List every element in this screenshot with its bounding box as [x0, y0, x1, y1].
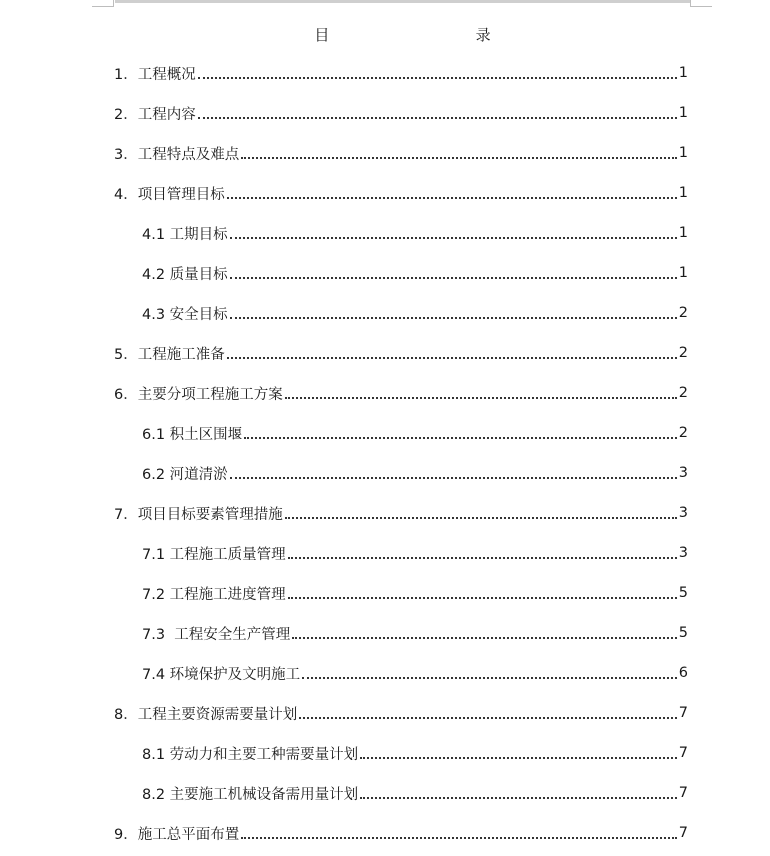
toc-entry-line[interactable] — [114, 380, 688, 406]
toc-dot-leader — [299, 716, 677, 719]
toc-entry-line[interactable] — [114, 700, 688, 726]
toc-entry-line[interactable] — [142, 300, 688, 326]
toc-entry-label[interactable]: 7.3 工程安全生产管理 — [142, 626, 291, 643]
toc-entry-line[interactable] — [114, 100, 688, 126]
toc-entry[interactable] — [0, 500, 770, 526]
toc-dot-leader — [198, 76, 677, 79]
toc-entry-label[interactable]: 4.2 质量目标 — [142, 266, 228, 283]
toc-entry-label[interactable]: 7.4 环境保护及文明施工 — [142, 666, 301, 683]
toc-dot-leader — [230, 476, 677, 479]
toc-entry-line[interactable] — [142, 580, 688, 606]
toc-entry[interactable] — [0, 580, 770, 606]
toc-entry[interactable] — [0, 340, 770, 366]
toc-entry-line[interactable] — [142, 260, 688, 286]
toc-entry-label[interactable]: 9．施工总平面布置 — [114, 826, 240, 843]
toc-entry-line[interactable] — [142, 620, 688, 646]
toc-entry-line[interactable] — [114, 180, 688, 206]
toc-entry[interactable] — [0, 180, 770, 206]
toc-entry-line[interactable] — [142, 460, 688, 486]
toc-entry[interactable] — [0, 540, 770, 566]
toc-dot-leader — [360, 796, 677, 799]
toc-page-number[interactable]: 1 — [678, 105, 688, 121]
toc-entry-line[interactable] — [142, 660, 688, 686]
toc-dot-leader — [244, 436, 677, 439]
toc-page-number[interactable]: 1 — [678, 65, 688, 81]
page-top-edge — [115, 0, 690, 3]
toc-dot-leader — [241, 836, 677, 839]
toc-dot-leader — [292, 636, 676, 639]
toc-entry-line[interactable] — [142, 220, 688, 246]
toc-page-number[interactable]: 7 — [678, 705, 688, 721]
toc-entry-label[interactable]: 4.3 安全目标 — [142, 306, 228, 323]
toc-entry-line[interactable] — [142, 740, 688, 766]
toc-entry-line[interactable] — [114, 340, 688, 366]
toc-dot-leader — [285, 516, 677, 519]
toc-page-number[interactable]: 2 — [678, 385, 688, 401]
toc-entry[interactable] — [0, 60, 770, 86]
toc-dot-leader — [360, 756, 677, 759]
toc-entry[interactable] — [0, 740, 770, 766]
toc-entry-label[interactable]: 8.1 劳动力和主要工种需要量计划 — [142, 746, 359, 763]
toc-entry[interactable] — [0, 220, 770, 246]
toc-entry-label[interactable]: 6.1 积土区围堰 — [142, 426, 243, 443]
toc-dot-leader — [198, 116, 677, 119]
toc-page-number[interactable]: 7 — [678, 785, 688, 801]
toc-dot-leader — [230, 236, 677, 239]
toc-entry-label[interactable]: 4.1 工期目标 — [142, 226, 228, 243]
toc-entry-line[interactable] — [114, 60, 688, 86]
toc-page-number[interactable]: 2 — [678, 425, 688, 441]
toc-dot-leader — [230, 276, 677, 279]
toc-entry[interactable] — [0, 700, 770, 726]
toc-page-number[interactable]: 3 — [678, 545, 688, 561]
toc-entry[interactable] — [0, 660, 770, 686]
toc-page-number[interactable]: 3 — [678, 465, 688, 481]
toc-entry-line[interactable] — [142, 780, 688, 806]
toc-page-number[interactable]: 3 — [678, 505, 688, 521]
toc-entry-label[interactable]: 1．工程概况 — [114, 66, 196, 83]
toc-entry[interactable] — [0, 420, 770, 446]
toc-page-number[interactable]: 7 — [678, 745, 688, 761]
toc-dot-leader — [241, 156, 677, 159]
toc-entry[interactable] — [0, 380, 770, 406]
toc-entry[interactable] — [0, 300, 770, 326]
toc-dot-leader — [227, 196, 677, 199]
toc-entry-label[interactable]: 8.2 主要施工机械设备需用量计划 — [142, 786, 359, 803]
toc-entry-line[interactable] — [142, 420, 688, 446]
toc-page-number[interactable]: 5 — [678, 625, 688, 641]
toc-page-number[interactable]: 1 — [678, 145, 688, 161]
page-corner-mark-left — [92, 0, 114, 7]
toc-entry[interactable] — [0, 260, 770, 286]
toc-page-number[interactable]: 2 — [678, 345, 688, 361]
toc-entry-label[interactable]: 8．工程主要资源需要量计划 — [114, 706, 298, 723]
page-corner-mark-right — [690, 0, 712, 7]
toc-entry-line[interactable] — [114, 140, 688, 166]
toc-entry-label[interactable]: 7.2 工程施工进度管理 — [142, 586, 286, 603]
toc-page-number[interactable]: 6 — [678, 665, 688, 681]
toc-dot-leader — [227, 356, 677, 359]
toc-entry-label[interactable]: 5．工程施工准备 — [114, 346, 225, 363]
toc-entry[interactable] — [0, 620, 770, 646]
toc-title: 目 录 — [314, 26, 491, 44]
toc-entry-line[interactable] — [142, 540, 688, 566]
toc-entry-label[interactable]: 7．项目目标要素管理措施 — [114, 506, 283, 523]
toc-entry-label[interactable]: 7.1 工程施工质量管理 — [142, 546, 286, 563]
toc-entry[interactable] — [0, 780, 770, 806]
toc-page-number[interactable]: 5 — [678, 585, 688, 601]
toc-entry[interactable] — [0, 460, 770, 486]
toc-page-number[interactable]: 1 — [678, 185, 688, 201]
toc-entry-label[interactable]: 4．项目管理目标 — [114, 186, 225, 203]
toc-dot-leader — [230, 316, 677, 319]
toc-page-number[interactable]: 1 — [678, 265, 688, 281]
toc-page-number[interactable]: 7 — [678, 825, 688, 841]
toc-page-number[interactable]: 1 — [678, 225, 688, 241]
toc-entry-line[interactable] — [114, 820, 688, 846]
toc-entry-label[interactable]: 6.2 河道清淤 — [142, 466, 228, 483]
toc-entry[interactable] — [0, 100, 770, 126]
toc-entry[interactable] — [0, 820, 770, 846]
toc-entry-line[interactable] — [114, 500, 688, 526]
toc-entry[interactable] — [0, 140, 770, 166]
toc-entry-label[interactable]: 6．主要分项工程施工方案 — [114, 386, 283, 403]
toc-page-number[interactable]: 2 — [678, 305, 688, 321]
toc-entry-label[interactable]: 3．工程特点及难点 — [114, 146, 240, 163]
toc-entry-label[interactable]: 2．工程内容 — [114, 106, 196, 123]
toc-dot-leader — [288, 556, 677, 559]
toc-dot-leader — [302, 676, 677, 679]
toc-dot-leader — [288, 596, 677, 599]
toc-dot-leader — [285, 396, 677, 399]
